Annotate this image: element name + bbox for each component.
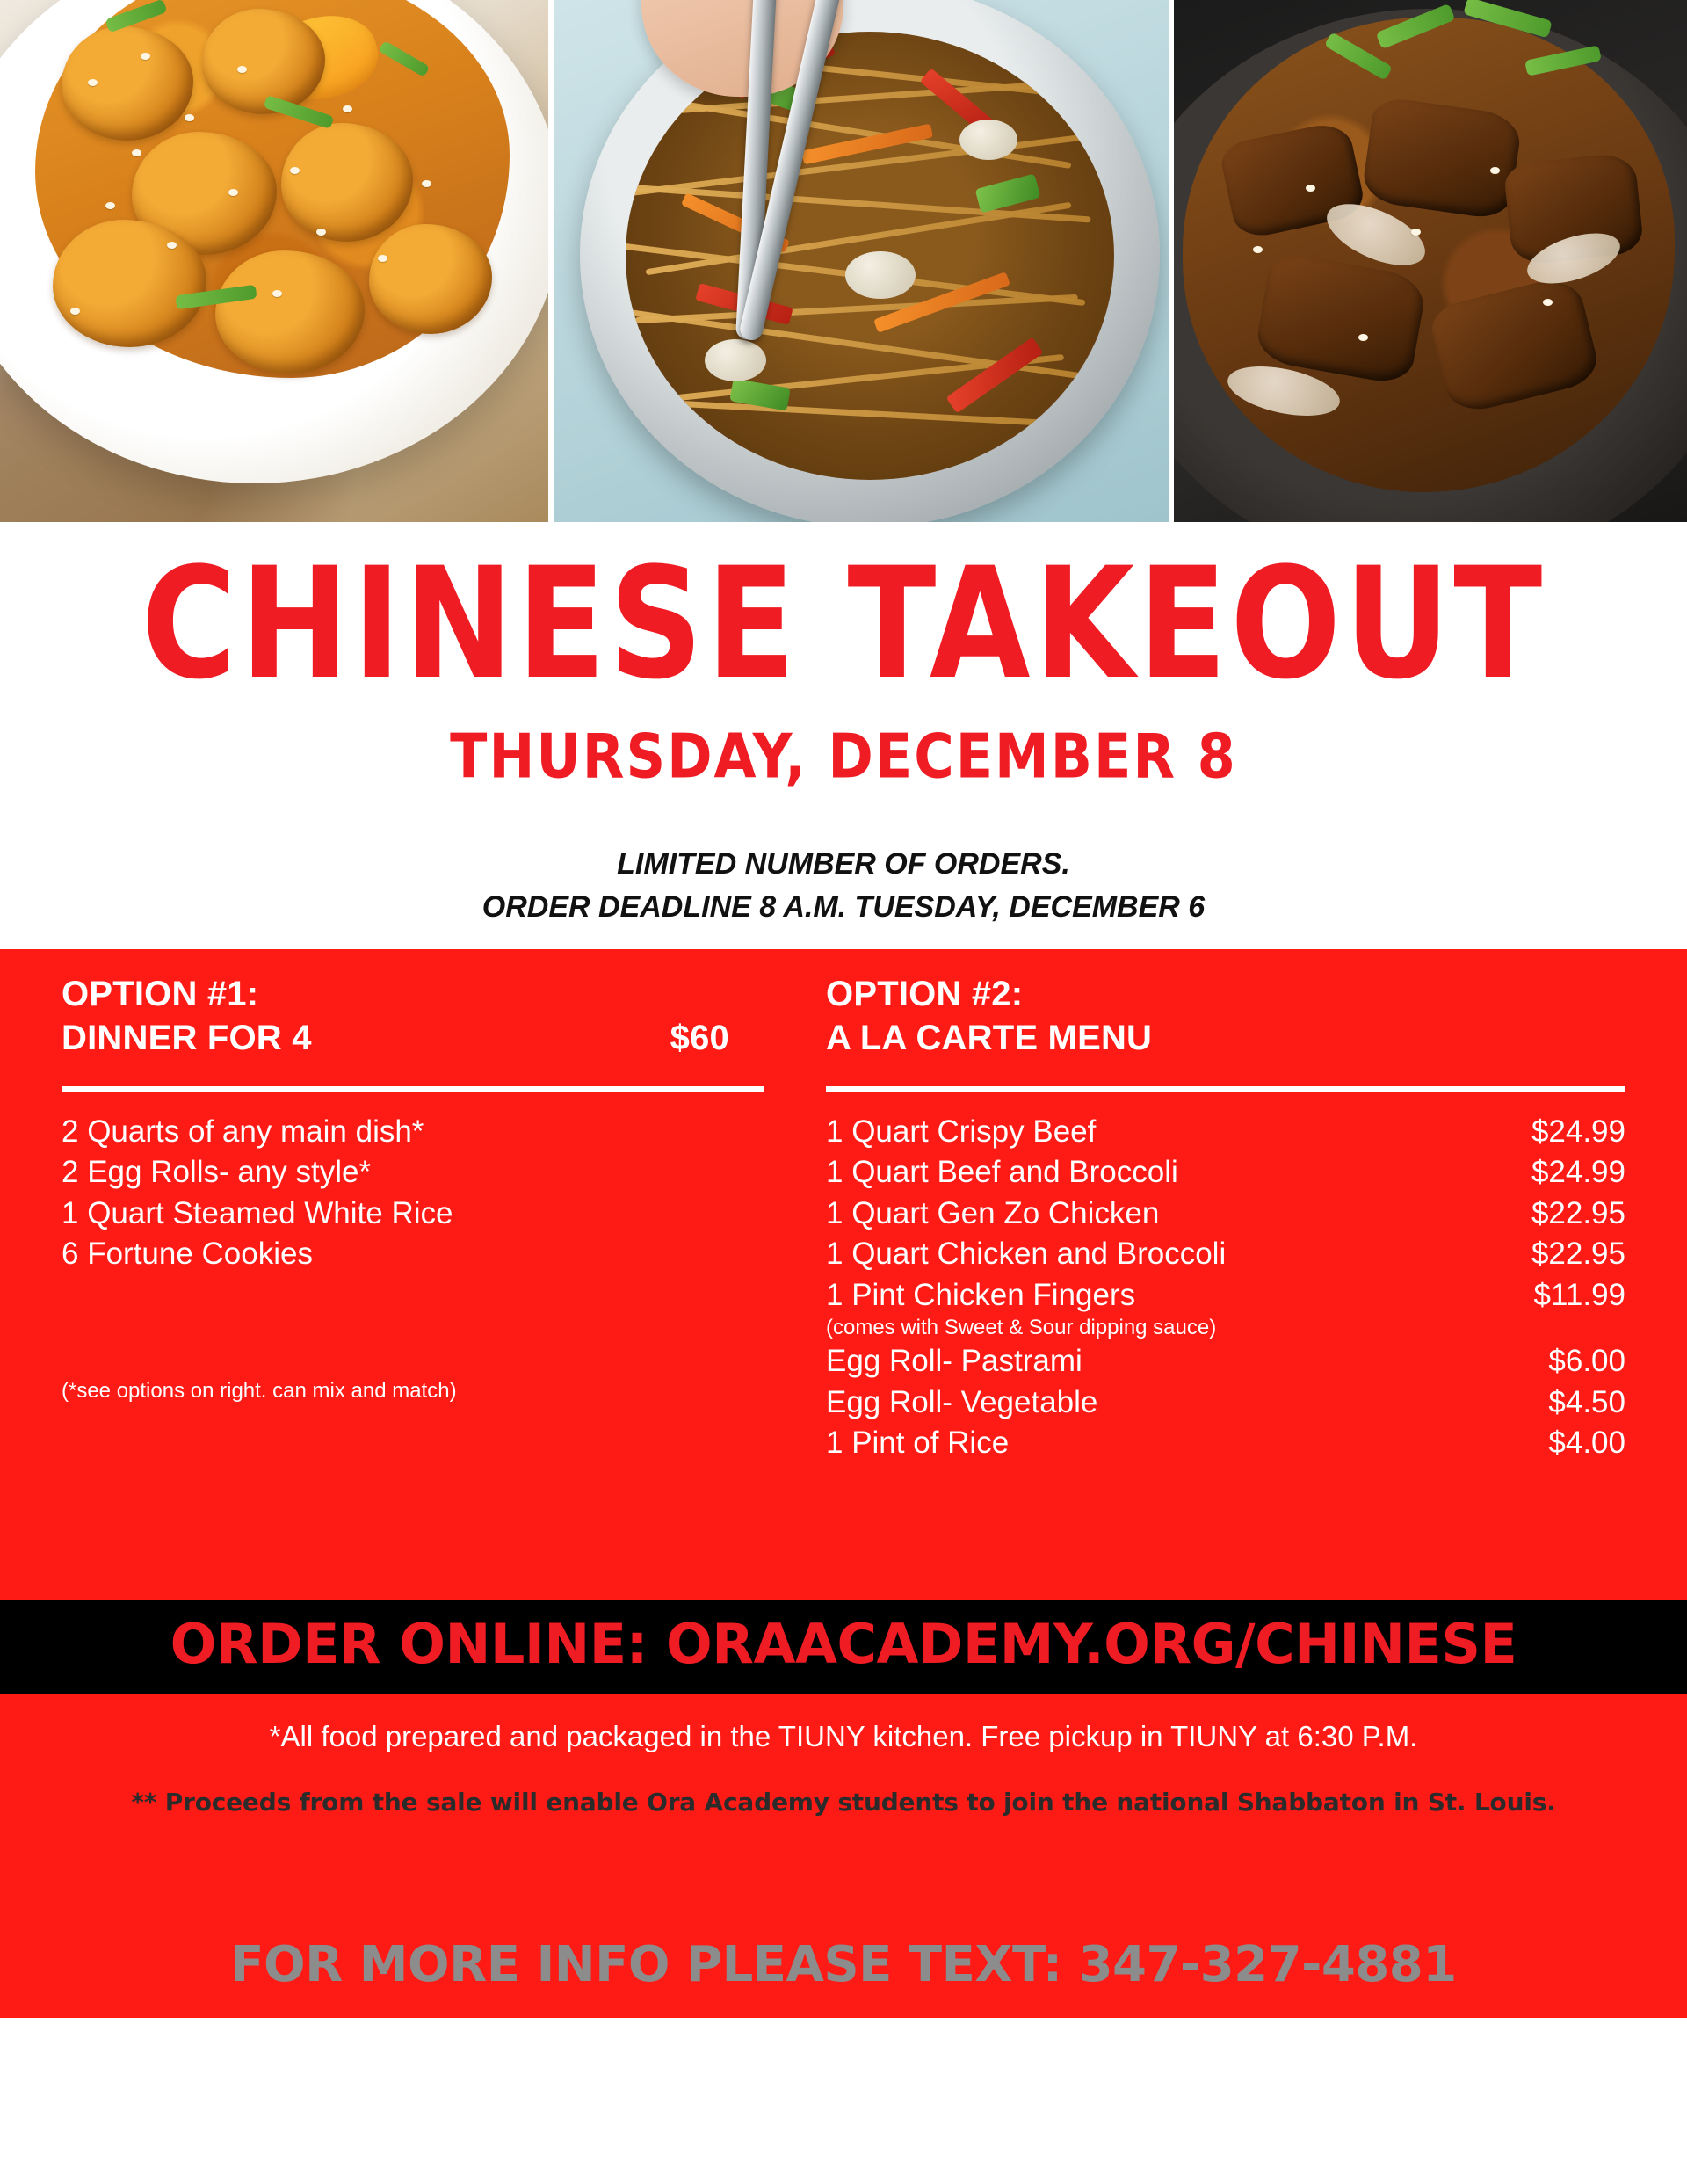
option-1-label: OPTION #1:	[62, 974, 259, 1013]
order-online-link[interactable]: ORDER ONLINE: ORAACADEMY.ORG/CHINESE	[170, 1611, 1517, 1676]
menu-item-price: $6.00	[1548, 1344, 1625, 1379]
divider	[826, 1086, 1625, 1092]
footer-note-pickup: *All food prepared and packaged in the TIUNY kitchen. Free pickup in TIUNY at 6:30 P.M.	[269, 1719, 1418, 1752]
menu-item	[826, 1341, 1625, 1382]
option-2-heading	[826, 972, 1625, 1060]
list-item: 2 Quarts of any main dish*	[62, 1114, 424, 1149]
menu-item-name: 1 Quart Crispy Beef	[826, 1114, 1097, 1149]
menu-item	[826, 1152, 1625, 1194]
contact-text: FOR MORE INFO PLEASE TEXT: 347-327-4881	[230, 1935, 1457, 1993]
menu-item-price: $24.99	[1531, 1155, 1625, 1190]
notice-line-2: ORDER DEADLINE 8 A.M. TUESDAY, DECEMBER 6	[481, 890, 1206, 925]
option-2-label: OPTION #2:	[826, 974, 1024, 1013]
menu-item-name: Egg Roll- Pastrami	[826, 1344, 1082, 1379]
menu-item-name: 1 Pint Chicken Fingers	[826, 1277, 1136, 1312]
chicken-piece	[369, 224, 492, 334]
chicken-piece	[62, 26, 193, 141]
beef-stir-fry-photo	[1174, 0, 1687, 522]
menu-item-note: (comes with Sweet & Sour dipping sauce)	[826, 1316, 1217, 1340]
chicken-piece	[53, 220, 206, 347]
option-2-column	[826, 972, 1625, 1570]
order-online-bar[interactable]	[0, 1600, 1687, 1694]
order-notice	[0, 843, 1687, 949]
menu-item-name: 1 Quart Chicken and Broccoli	[826, 1237, 1227, 1272]
option-1-name: DINNER FOR 4	[62, 1018, 312, 1057]
option-1-price: $60	[670, 1018, 729, 1057]
page-title: CHINESE TAKEOUT	[141, 534, 1546, 714]
list-item: 6 Fortune Cookies	[62, 1237, 313, 1272]
menu-item-name: 1 Quart Beef and Broccoli	[826, 1155, 1178, 1190]
option-2-name: A LA CARTE MENU	[826, 1018, 1153, 1057]
noodles	[626, 32, 1114, 480]
chicken-piece	[215, 250, 365, 374]
menu-item-name: 1 Pint of Rice	[826, 1426, 1010, 1461]
notice-line-1: LIMITED NUMBER OF ORDERS.	[617, 847, 1070, 882]
footer-note-proceeds: ** Proceeds from the sale will enable Ora Academy students to join the national Shabbaton in St. Louis.	[131, 1787, 1556, 1817]
list-item: 1 Quart Steamed White Rice	[62, 1195, 453, 1230]
menu-panel	[0, 949, 1687, 1600]
title-block	[0, 522, 1687, 793]
menu-item	[826, 1194, 1625, 1235]
menu-item-price: $22.95	[1531, 1195, 1625, 1230]
menu-item	[826, 1382, 1625, 1424]
menu-item-price: $4.50	[1548, 1384, 1625, 1419]
menu-item-price: $24.99	[1531, 1114, 1625, 1149]
menu-item-price: $4.00	[1548, 1426, 1625, 1461]
sesame-chicken-photo	[0, 0, 548, 522]
menu-item	[826, 1423, 1625, 1464]
footer-notes	[0, 1694, 1687, 1852]
menu-item-price: $22.95	[1531, 1237, 1625, 1272]
contact-block	[0, 1852, 1687, 2018]
divider	[62, 1086, 764, 1092]
menu-item-price: $11.99	[1533, 1277, 1625, 1312]
event-date: THURSDAY, DECEMBER 8	[450, 720, 1237, 793]
chicken-piece	[202, 9, 325, 114]
option-1-footnote: (*see options on right. can mix and match)	[62, 1378, 457, 1403]
photo-strip	[0, 0, 1687, 522]
option-1-column	[62, 972, 764, 1570]
option-1-heading	[62, 972, 764, 1060]
menu-item-name: 1 Quart Gen Zo Chicken	[826, 1195, 1160, 1230]
lo-mein-photo	[554, 0, 1169, 522]
menu-item	[826, 1112, 1625, 1153]
menu-item	[826, 1234, 1625, 1275]
menu-item	[826, 1275, 1625, 1317]
menu-item-name: Egg Roll- Vegetable	[826, 1384, 1098, 1419]
chicken-piece	[281, 123, 413, 242]
list-item: 2 Egg Rolls- any style*	[62, 1155, 372, 1190]
